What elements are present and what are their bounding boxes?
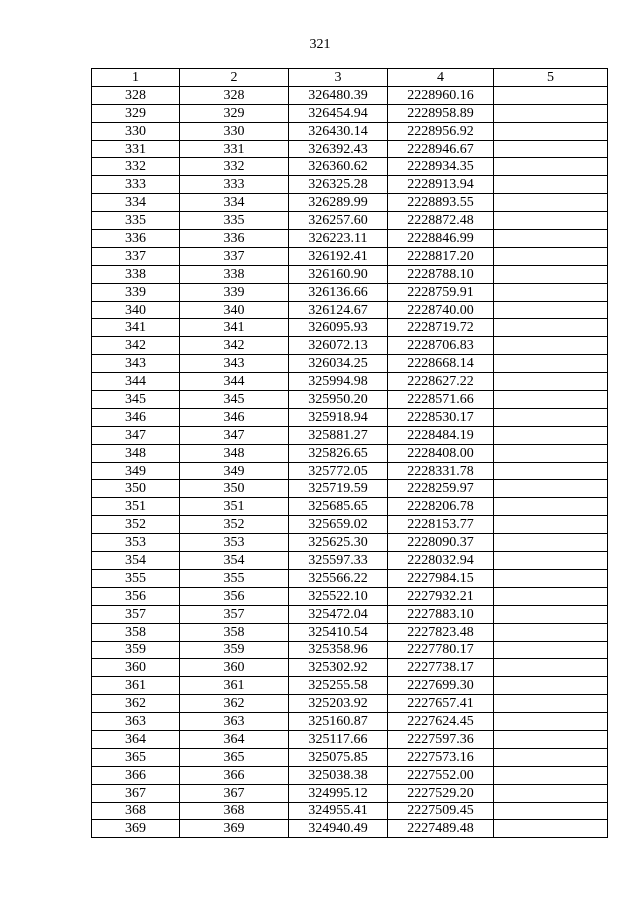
table-cell-col-4: 2228759.91 (388, 283, 494, 301)
table-cell-col-2: 331 (180, 140, 289, 158)
table-row (92, 86, 608, 104)
table-row (92, 373, 608, 391)
header-row (92, 69, 608, 87)
table-cell-col-2: 355 (180, 569, 289, 587)
table-cell-col-5 (494, 677, 608, 695)
table-cell-col-1: 365 (92, 748, 180, 766)
table-row (92, 784, 608, 802)
table-cell-col-2: 360 (180, 659, 289, 677)
table-row (92, 498, 608, 516)
table-cell-col-4: 2227738.17 (388, 659, 494, 677)
table-cell-col-5 (494, 247, 608, 265)
table-cell-col-2: 357 (180, 605, 289, 623)
table-cell-col-2: 345 (180, 391, 289, 409)
table-cell-col-4: 2228788.10 (388, 265, 494, 283)
table-cell-col-5 (494, 552, 608, 570)
table-cell-col-5 (494, 623, 608, 641)
table-cell-col-3: 325522.10 (289, 587, 388, 605)
table-cell-col-5 (494, 391, 608, 409)
table-cell-col-1: 336 (92, 230, 180, 248)
table-cell-col-1: 351 (92, 498, 180, 516)
table-cell-col-1: 361 (92, 677, 180, 695)
table-cell-col-5 (494, 86, 608, 104)
table-cell-col-4: 2228960.16 (388, 86, 494, 104)
table-row (92, 641, 608, 659)
table-row (92, 426, 608, 444)
table-cell-col-3: 325685.65 (289, 498, 388, 516)
table-cell-col-1: 333 (92, 176, 180, 194)
table-row (92, 802, 608, 820)
table-cell-col-3: 325255.58 (289, 677, 388, 695)
table-cell-col-5 (494, 605, 608, 623)
table-cell-col-5 (494, 659, 608, 677)
table-cell-col-2: 342 (180, 337, 289, 355)
table-cell-col-5 (494, 516, 608, 534)
table-cell-col-3: 325881.27 (289, 426, 388, 444)
table-cell-col-5 (494, 122, 608, 140)
table-cell-col-1: 332 (92, 158, 180, 176)
table-cell-col-1: 368 (92, 802, 180, 820)
table-cell-col-3: 326223.11 (289, 230, 388, 248)
table-cell-col-5 (494, 194, 608, 212)
table-cell-col-4: 2228846.99 (388, 230, 494, 248)
table-row (92, 337, 608, 355)
table-cell-col-2: 344 (180, 373, 289, 391)
table-row (92, 748, 608, 766)
table-cell-col-1: 337 (92, 247, 180, 265)
column-header-3: 3 (289, 69, 388, 87)
table-cell-col-5 (494, 748, 608, 766)
table-cell-col-2: 364 (180, 730, 289, 748)
table-cell-col-3: 326430.14 (289, 122, 388, 140)
table-cell-col-1: 358 (92, 623, 180, 641)
table-cell-col-3: 326124.67 (289, 301, 388, 319)
table-row (92, 462, 608, 480)
table-cell-col-1: 356 (92, 587, 180, 605)
table-row (92, 408, 608, 426)
table-cell-col-4: 2228956.92 (388, 122, 494, 140)
table-cell-col-5 (494, 301, 608, 319)
column-header-2: 2 (180, 69, 289, 87)
table-row (92, 677, 608, 695)
table-row (92, 319, 608, 337)
coordinates-table (91, 68, 608, 838)
table-row (92, 355, 608, 373)
table-cell-col-3: 325472.04 (289, 605, 388, 623)
table-cell-col-3: 325719.59 (289, 480, 388, 498)
table-cell-col-1: 349 (92, 462, 180, 480)
table-row (92, 659, 608, 677)
table-cell-col-2: 366 (180, 766, 289, 784)
table-cell-col-2: 338 (180, 265, 289, 283)
table-cell-col-2: 350 (180, 480, 289, 498)
table-cell-col-4: 2227597.36 (388, 730, 494, 748)
table-cell-col-4: 2228958.89 (388, 104, 494, 122)
table-cell-col-1: 357 (92, 605, 180, 623)
table-row (92, 820, 608, 838)
table-row (92, 247, 608, 265)
table-cell-col-5 (494, 212, 608, 230)
table-cell-col-4: 2228530.17 (388, 408, 494, 426)
table-cell-col-5 (494, 444, 608, 462)
table-cell-col-5 (494, 230, 608, 248)
table-row (92, 158, 608, 176)
table-row (92, 605, 608, 623)
table-cell-col-2: 367 (180, 784, 289, 802)
table-cell-col-3: 326192.41 (289, 247, 388, 265)
table-cell-col-3: 325597.33 (289, 552, 388, 570)
table-cell-col-5 (494, 283, 608, 301)
table-cell-col-1: 344 (92, 373, 180, 391)
table-cell-col-1: 364 (92, 730, 180, 748)
table-body (92, 86, 608, 837)
table-cell-col-4: 2228484.19 (388, 426, 494, 444)
table-cell-col-3: 326072.13 (289, 337, 388, 355)
table-header (92, 69, 608, 87)
table-cell-col-1: 331 (92, 140, 180, 158)
table-cell-col-4: 2227883.10 (388, 605, 494, 623)
table-cell-col-2: 335 (180, 212, 289, 230)
table-cell-col-3: 326095.93 (289, 319, 388, 337)
table-cell-col-2: 339 (180, 283, 289, 301)
table-cell-col-5 (494, 408, 608, 426)
table-row (92, 122, 608, 140)
table-cell-col-3: 324995.12 (289, 784, 388, 802)
table-row (92, 480, 608, 498)
table-row (92, 391, 608, 409)
table-cell-col-4: 2227984.15 (388, 569, 494, 587)
table-row (92, 766, 608, 784)
table-cell-col-5 (494, 140, 608, 158)
table-cell-col-5 (494, 784, 608, 802)
table-cell-col-1: 347 (92, 426, 180, 444)
table-cell-col-5 (494, 337, 608, 355)
table-cell-col-5 (494, 766, 608, 784)
table-row (92, 587, 608, 605)
table-cell-col-5 (494, 426, 608, 444)
table-cell-col-1: 353 (92, 534, 180, 552)
table-cell-col-4: 2228872.48 (388, 212, 494, 230)
table-cell-col-1: 363 (92, 713, 180, 731)
page-number: 321 (309, 37, 331, 52)
table-cell-col-1: 334 (92, 194, 180, 212)
table-cell-col-3: 325160.87 (289, 713, 388, 731)
table-cell-col-3: 325918.94 (289, 408, 388, 426)
table-cell-col-1: 340 (92, 301, 180, 319)
table-cell-col-2: 347 (180, 426, 289, 444)
table-cell-col-2: 356 (180, 587, 289, 605)
table-cell-col-5 (494, 713, 608, 731)
table-row (92, 194, 608, 212)
table-cell-col-2: 365 (180, 748, 289, 766)
table-row (92, 730, 608, 748)
table-cell-col-4: 2228668.14 (388, 355, 494, 373)
table-cell-col-3: 325566.22 (289, 569, 388, 587)
table-cell-col-5 (494, 158, 608, 176)
table-cell-col-1: 339 (92, 283, 180, 301)
table-cell-col-3: 325075.85 (289, 748, 388, 766)
table-cell-col-5 (494, 104, 608, 122)
table-cell-col-3: 325410.54 (289, 623, 388, 641)
table-cell-col-4: 2227529.20 (388, 784, 494, 802)
table-cell-col-4: 2228893.55 (388, 194, 494, 212)
table-cell-col-3: 326360.62 (289, 158, 388, 176)
table-cell-col-2: 363 (180, 713, 289, 731)
table-cell-col-4: 2228090.37 (388, 534, 494, 552)
table-cell-col-3: 326454.94 (289, 104, 388, 122)
table-cell-col-5 (494, 265, 608, 283)
table-cell-col-5 (494, 587, 608, 605)
table-row (92, 265, 608, 283)
table-cell-col-5 (494, 480, 608, 498)
table-cell-col-2: 346 (180, 408, 289, 426)
table-cell-col-2: 332 (180, 158, 289, 176)
table-cell-col-3: 325772.05 (289, 462, 388, 480)
table-row (92, 444, 608, 462)
column-header-1: 1 (92, 69, 180, 87)
table-cell-col-5 (494, 462, 608, 480)
table-cell-col-3: 325117.66 (289, 730, 388, 748)
table-cell-col-4: 2228719.72 (388, 319, 494, 337)
table-cell-col-4: 2228408.00 (388, 444, 494, 462)
table-cell-col-4: 2227489.48 (388, 820, 494, 838)
table-cell-col-2: 353 (180, 534, 289, 552)
table-cell-col-5 (494, 569, 608, 587)
table-cell-col-2: 351 (180, 498, 289, 516)
table-cell-col-4: 2228817.20 (388, 247, 494, 265)
table-cell-col-5 (494, 355, 608, 373)
table-cell-col-3: 325625.30 (289, 534, 388, 552)
table-cell-col-2: 348 (180, 444, 289, 462)
table-cell-col-3: 325950.20 (289, 391, 388, 409)
table-cell-col-4: 2227823.48 (388, 623, 494, 641)
table-cell-col-5 (494, 534, 608, 552)
table-cell-col-4: 2227699.30 (388, 677, 494, 695)
table-cell-col-3: 325358.96 (289, 641, 388, 659)
table-cell-col-1: 359 (92, 641, 180, 659)
table-cell-col-1: 342 (92, 337, 180, 355)
table-cell-col-4: 2228206.78 (388, 498, 494, 516)
table-cell-col-4: 2228706.83 (388, 337, 494, 355)
column-header-5: 5 (494, 69, 608, 87)
table-cell-col-3: 324940.49 (289, 820, 388, 838)
table-cell-col-5 (494, 695, 608, 713)
table-cell-col-4: 2228259.97 (388, 480, 494, 498)
table-cell-col-4: 2228627.22 (388, 373, 494, 391)
table-cell-col-1: 330 (92, 122, 180, 140)
table-cell-col-4: 2227657.41 (388, 695, 494, 713)
table-cell-col-4: 2227624.45 (388, 713, 494, 731)
table-row (92, 230, 608, 248)
table-cell-col-5 (494, 498, 608, 516)
table-row (92, 283, 608, 301)
table-cell-col-3: 326480.39 (289, 86, 388, 104)
table-cell-col-2: 354 (180, 552, 289, 570)
table-cell-col-1: 369 (92, 820, 180, 838)
table-row (92, 569, 608, 587)
table-cell-col-2: 343 (180, 355, 289, 373)
table-row (92, 516, 608, 534)
table-cell-col-3: 324955.41 (289, 802, 388, 820)
table-cell-col-3: 325302.92 (289, 659, 388, 677)
table-cell-col-2: 362 (180, 695, 289, 713)
table-cell-col-3: 325203.92 (289, 695, 388, 713)
table-cell-col-2: 352 (180, 516, 289, 534)
table-cell-col-3: 326392.43 (289, 140, 388, 158)
table-row (92, 212, 608, 230)
table-cell-col-1: 360 (92, 659, 180, 677)
table-cell-col-4: 2227573.16 (388, 748, 494, 766)
table-cell-col-4: 2227552.00 (388, 766, 494, 784)
table-cell-col-2: 328 (180, 86, 289, 104)
table-cell-col-5 (494, 802, 608, 820)
table-cell-col-4: 2227932.21 (388, 587, 494, 605)
table-cell-col-1: 352 (92, 516, 180, 534)
table-row (92, 176, 608, 194)
table-cell-col-4: 2227509.45 (388, 802, 494, 820)
table-row (92, 534, 608, 552)
column-header-4: 4 (388, 69, 494, 87)
table-cell-col-5 (494, 319, 608, 337)
table-cell-col-1: 348 (92, 444, 180, 462)
table-cell-col-3: 325994.98 (289, 373, 388, 391)
table-cell-col-4: 2228331.78 (388, 462, 494, 480)
table-cell-col-3: 326034.25 (289, 355, 388, 373)
table-cell-col-4: 2228032.94 (388, 552, 494, 570)
table-row (92, 104, 608, 122)
table-row (92, 695, 608, 713)
table-cell-col-2: 333 (180, 176, 289, 194)
table-cell-col-5 (494, 176, 608, 194)
table-row (92, 301, 608, 319)
table-cell-col-1: 367 (92, 784, 180, 802)
table-row (92, 713, 608, 731)
table-cell-col-1: 354 (92, 552, 180, 570)
table-cell-col-3: 325659.02 (289, 516, 388, 534)
table-cell-col-1: 338 (92, 265, 180, 283)
table-cell-col-3: 326160.90 (289, 265, 388, 283)
table-cell-col-2: 369 (180, 820, 289, 838)
table-row (92, 552, 608, 570)
table-cell-col-2: 340 (180, 301, 289, 319)
table-cell-col-1: 346 (92, 408, 180, 426)
table-row (92, 140, 608, 158)
table-cell-col-3: 326325.28 (289, 176, 388, 194)
table-cell-col-5 (494, 820, 608, 838)
table-cell-col-1: 345 (92, 391, 180, 409)
table-cell-col-3: 325826.65 (289, 444, 388, 462)
table-cell-col-4: 2228913.94 (388, 176, 494, 194)
table-cell-col-3: 326136.66 (289, 283, 388, 301)
table-row (92, 623, 608, 641)
table-cell-col-4: 2228946.67 (388, 140, 494, 158)
table-cell-col-2: 336 (180, 230, 289, 248)
table-cell-col-3: 325038.38 (289, 766, 388, 784)
table-cell-col-2: 359 (180, 641, 289, 659)
table-cell-col-1: 362 (92, 695, 180, 713)
table-cell-col-4: 2228934.35 (388, 158, 494, 176)
table-cell-col-2: 329 (180, 104, 289, 122)
table-cell-col-5 (494, 641, 608, 659)
table-cell-col-4: 2227780.17 (388, 641, 494, 659)
table-cell-col-5 (494, 373, 608, 391)
table-cell-col-2: 341 (180, 319, 289, 337)
table-cell-col-2: 358 (180, 623, 289, 641)
table-cell-col-1: 328 (92, 86, 180, 104)
table-cell-col-3: 326257.60 (289, 212, 388, 230)
table-cell-col-1: 355 (92, 569, 180, 587)
table-cell-col-4: 2228153.77 (388, 516, 494, 534)
table-cell-col-2: 368 (180, 802, 289, 820)
table-cell-col-1: 329 (92, 104, 180, 122)
table-cell-col-2: 337 (180, 247, 289, 265)
table-cell-col-2: 349 (180, 462, 289, 480)
table-cell-col-1: 350 (92, 480, 180, 498)
table-cell-col-4: 2228740.00 (388, 301, 494, 319)
table-cell-col-1: 335 (92, 212, 180, 230)
table-cell-col-2: 334 (180, 194, 289, 212)
table-cell-col-1: 366 (92, 766, 180, 784)
table-cell-col-2: 361 (180, 677, 289, 695)
table-cell-col-1: 341 (92, 319, 180, 337)
table-cell-col-2: 330 (180, 122, 289, 140)
table-cell-col-4: 2228571.66 (388, 391, 494, 409)
table-cell-col-3: 326289.99 (289, 194, 388, 212)
table-cell-col-1: 343 (92, 355, 180, 373)
table-cell-col-5 (494, 730, 608, 748)
